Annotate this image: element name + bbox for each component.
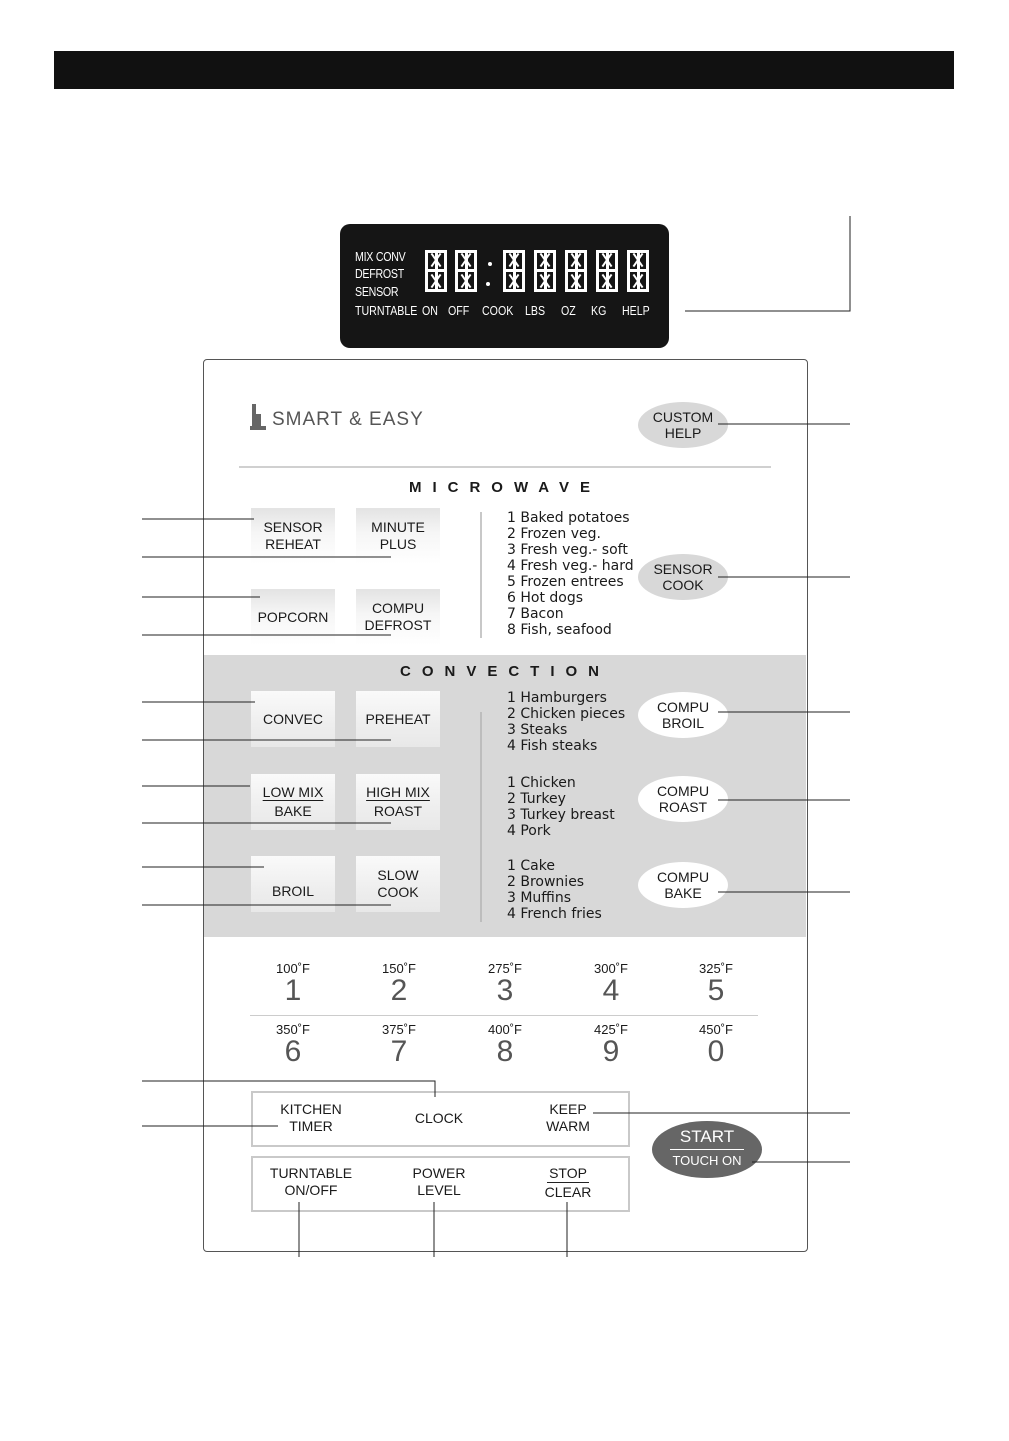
- key-label: COMPU: [656, 783, 710, 799]
- display-mode-sensor: SENSOR: [355, 285, 399, 299]
- indicator-on: ON: [422, 304, 438, 318]
- list-item: 4 Pork: [507, 823, 551, 839]
- indicator-help: HELP: [622, 304, 650, 318]
- key-label: TOUCH ON: [672, 1153, 742, 1168]
- key-label: HIGH MIX: [366, 784, 430, 800]
- indicator-cook: COOK: [482, 304, 514, 318]
- digit-label: 8: [496, 1035, 514, 1068]
- key-label: WARM: [546, 1118, 590, 1134]
- key-label: POWER: [412, 1165, 466, 1181]
- key-label: PLUS: [379, 536, 417, 552]
- key-label: START: [679, 1127, 735, 1146]
- indicator-off: OFF: [448, 304, 470, 318]
- digit-label: 6: [284, 1035, 302, 1068]
- list-item: 1 Hamburgers: [507, 690, 607, 706]
- list-item: 3 Steaks: [507, 722, 568, 738]
- key-label: CLEAR: [544, 1184, 592, 1200]
- display-mode-turntable: TURNTABLE: [355, 304, 418, 318]
- display-mode-mix-conv: MIX CONV: [355, 250, 406, 264]
- custom-help-label: HELP: [664, 425, 702, 441]
- key-label: TIMER: [289, 1118, 333, 1134]
- list-item: 1 Cake: [507, 858, 555, 874]
- key-label: KITCHEN: [280, 1101, 342, 1117]
- key-label: LOW MIX: [262, 784, 324, 800]
- list-item: 6 Hot dogs: [507, 590, 584, 606]
- custom-help-label: CUSTOM: [652, 409, 714, 425]
- key-label: MINUTE: [371, 519, 425, 535]
- list-item: 2 Chicken pieces: [507, 706, 626, 722]
- temp-label: 100˚F: [276, 961, 310, 976]
- key-label: COMPU: [371, 600, 425, 616]
- list-item: 1 Baked potatoes: [507, 510, 630, 526]
- key-label: CONVEC: [263, 710, 323, 727]
- indicator-lbs: LBS: [525, 304, 546, 318]
- digit-label: 5: [707, 974, 725, 1007]
- temp-label: 375˚F: [382, 1022, 416, 1037]
- key-label: COOK: [662, 577, 704, 593]
- key-label: ROAST: [658, 799, 708, 815]
- key-label: COMPU: [656, 699, 710, 715]
- list-item: 1 Chicken: [507, 775, 576, 791]
- key-label: REHEAT: [265, 536, 321, 552]
- temp-label: 300˚F: [594, 961, 628, 976]
- key-label: STOP: [549, 1165, 587, 1181]
- display-mode-defrost: DEFROST: [355, 267, 404, 281]
- key-label: ON/OFF: [284, 1182, 338, 1198]
- list-item: 2 Turkey: [507, 791, 566, 807]
- key-label: TURNTABLE: [269, 1165, 353, 1181]
- key-label: BROIL: [661, 715, 704, 731]
- temp-label: 425˚F: [594, 1022, 628, 1037]
- digit-label: 9: [602, 1035, 620, 1068]
- key-label: BROIL: [271, 882, 314, 899]
- list-item: 5 Frozen entrees: [507, 574, 624, 590]
- list-item: 3 Muffins: [507, 890, 572, 906]
- indicator-oz: OZ: [561, 304, 576, 318]
- list-item: 3 Fresh veg.- soft: [507, 542, 628, 558]
- list-item: 2 Brownies: [507, 874, 585, 890]
- key-label: SENSOR: [263, 519, 323, 535]
- key-label: LEVEL: [417, 1182, 461, 1198]
- temp-label: 325˚F: [699, 961, 733, 976]
- key-label: BAKE: [274, 803, 312, 819]
- list-item: 4 Fish steaks: [507, 738, 598, 754]
- key-label: SLOW: [377, 867, 419, 883]
- key-label: SENSOR: [653, 561, 713, 577]
- key-label: BAKE: [664, 885, 702, 901]
- temp-label: 450˚F: [699, 1022, 733, 1037]
- temp-label: 400˚F: [488, 1022, 522, 1037]
- key-label: ROAST: [373, 803, 423, 819]
- key-label: COOK: [377, 884, 419, 900]
- temp-label: 150˚F: [382, 961, 416, 976]
- temp-label: 350˚F: [276, 1022, 310, 1037]
- digit-label: 7: [390, 1035, 408, 1068]
- temp-label: 275˚F: [488, 961, 522, 976]
- digit-label: 1: [284, 974, 302, 1007]
- digit-label: 4: [602, 974, 620, 1007]
- microwave-title: MICROWAVE: [408, 479, 602, 496]
- indicator-kg: KG: [591, 304, 607, 318]
- list-item: 2 Frozen veg.: [507, 526, 601, 542]
- list-item: 7 Bacon: [507, 606, 564, 622]
- list-item: 3 Turkey breast: [507, 807, 615, 823]
- list-item: 4 French fries: [507, 906, 602, 922]
- key-label: KEEP: [549, 1101, 587, 1117]
- key-label: POPCORN: [257, 608, 329, 625]
- key-label: CLOCK: [414, 1110, 464, 1126]
- list-item: 4 Fresh veg.- hard: [507, 558, 634, 574]
- brand-name: SMART & EASY: [272, 409, 424, 430]
- key-label: PREHEAT: [365, 710, 431, 727]
- key-label: DEFROST: [364, 617, 432, 633]
- digit-label: 3: [496, 974, 514, 1007]
- list-item: 8 Fish, seafood: [507, 622, 612, 638]
- convection-title: CONVECTION: [399, 663, 610, 680]
- key-label: COMPU: [656, 869, 710, 885]
- digit-label: 0: [707, 1035, 725, 1068]
- digit-label: 2: [390, 974, 408, 1007]
